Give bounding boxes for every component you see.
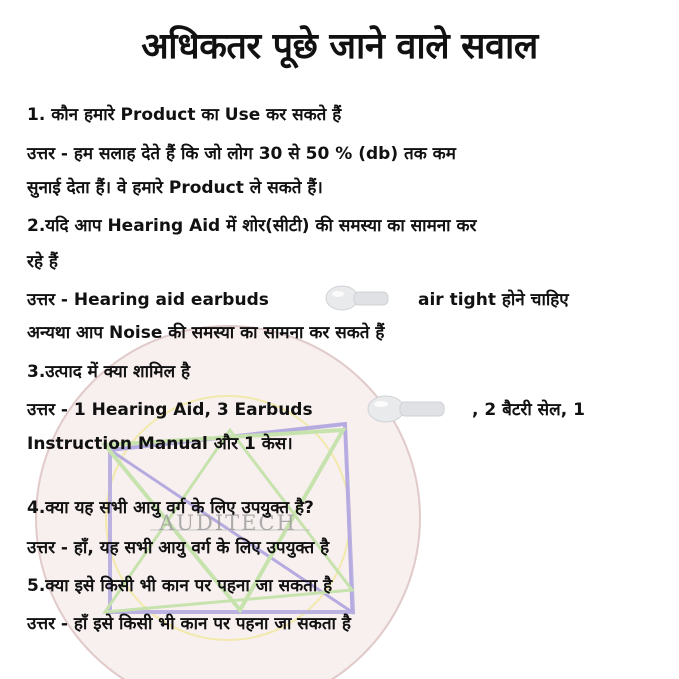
question-1: 1. कौन हमारे Product का Use कर सकते हैं bbox=[27, 105, 342, 125]
question-2-line-1: 2.यदि आप Hearing Aid में शोर(सीटी) की समस्या का सामना कर bbox=[27, 216, 477, 236]
answer-2-line-2: अन्यथा आप Noise की समस्या का सामना कर सकते हैं bbox=[27, 323, 385, 343]
answer-3-suffix: , 2 बैटरी सेल, 1 bbox=[472, 400, 585, 420]
earbud-image bbox=[364, 392, 450, 426]
question-4: 4.क्या यह सभी आयु वर्ग के लिए उपयुक्त है? bbox=[27, 498, 314, 518]
question-2-line-2: रहे हैं bbox=[27, 252, 58, 272]
answer-2-prefix: उत्तर - Hearing aid earbuds bbox=[27, 290, 269, 310]
page-title: अधिकतर पूछे जाने वाले सवाल bbox=[141, 26, 538, 67]
watermark-brand-text: AUDITECH bbox=[159, 511, 297, 535]
answer-1-line-1: उत्तर - हम सलाह देते हैं कि जो लोग 30 से 50 % (db) तक कम bbox=[27, 144, 456, 164]
answer-4: उत्तर - हाँ, यह सभी आयु वर्ग के लिए उपयुक्त है bbox=[27, 538, 330, 558]
answer-1-line-2: सुनाई देता हैं। वे हमारे Product ले सकते हैं। bbox=[27, 178, 323, 198]
question-3: 3.उत्पाद में क्या शामिल है bbox=[27, 362, 191, 382]
answer-2-suffix: air tight होने चाहिए bbox=[418, 290, 569, 310]
earbud-image bbox=[322, 282, 394, 314]
answer-3-prefix: उत्तर - 1 Hearing Aid, 3 Earbuds bbox=[27, 400, 313, 420]
answer-3-line-2: Instruction Manual और 1 केस। bbox=[27, 434, 293, 454]
question-5: 5.क्या इसे किसी भी कान पर पहना जा सकता है bbox=[27, 576, 333, 596]
answer-5: उत्तर - हाँ इसे किसी भी कान पर पहना जा सकता है bbox=[27, 614, 351, 634]
